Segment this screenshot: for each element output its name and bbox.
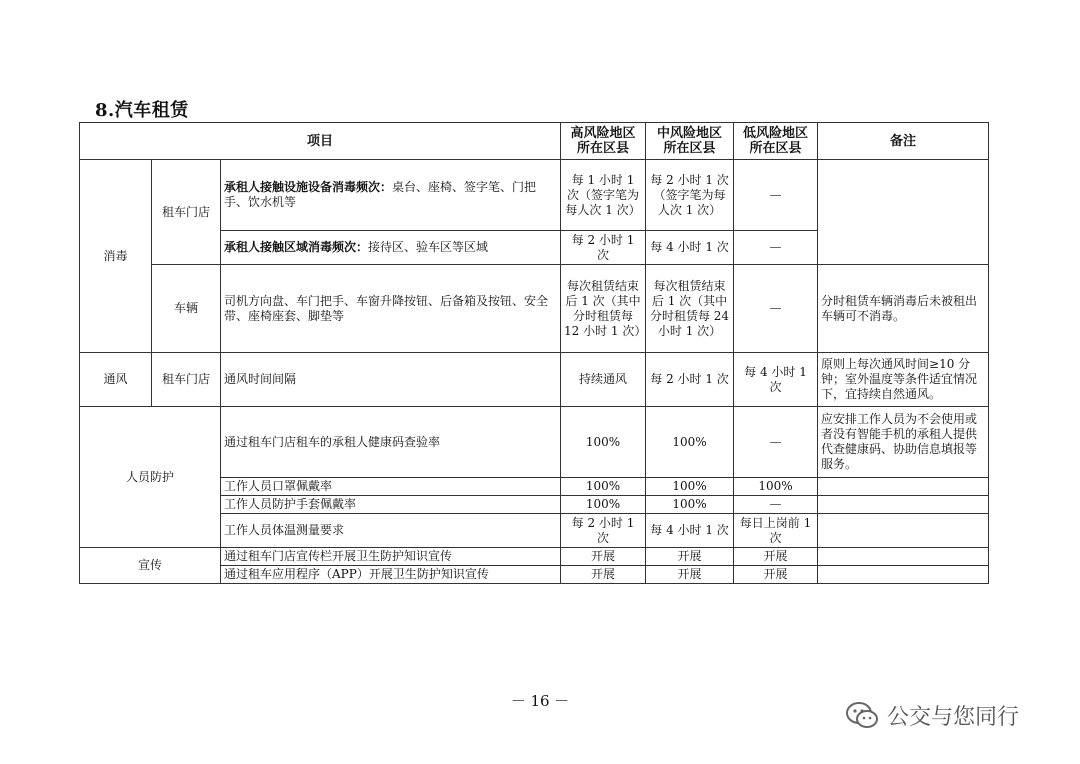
disinfect-row3-low: — [734,265,818,353]
prot-row2-low: 100% [734,478,818,496]
header-note: 备注 [818,123,989,160]
disinfect-row2-high: 每 2 小时 1 次 [561,231,646,265]
category-disinfect: 消毒 [80,160,152,353]
pub-row2-high: 开展 [561,566,646,584]
pub-row1-text: 通过租车门店宣传栏开展卫生防护知识宣传 [221,548,561,566]
vent-text: 通风时间间隔 [221,353,561,407]
table-row [80,265,989,353]
disinfect-row1-high: 每 1 小时 1 次（签字笔为每人次 1 次） [561,160,646,231]
header-item: 项目 [80,123,561,160]
rental-table [79,122,989,584]
disinfect-row3-note: 分时租赁车辆消毒后未被租出车辆可不消毒。 [818,265,989,353]
prot-row3-text: 工作人员防护手套佩戴率 [221,496,561,514]
prot-row3-high: 100% [561,496,646,514]
disinfect-row2-text: 承租人接触区域消毒频次：接待区、验车区等区域 [221,231,561,265]
prot-row3-mid: 100% [646,496,734,514]
header-row [80,123,989,160]
category-ventilation: 通风 [80,353,152,407]
sub-store-vent: 租车门店 [152,353,221,407]
pub-row2-text: 通过租车应用程序（APP）开展卫生防护知识宣传 [221,566,561,584]
pub-row2-low: 开展 [734,566,818,584]
vent-low: 每 4 小时 1 次 [734,353,818,407]
watermark [845,700,1019,731]
prot-row4-text: 工作人员体温测量要求 [221,514,561,548]
wechat-icon [845,701,879,731]
prot-row4-low: 每日上岗前 1 次 [734,514,818,548]
disinfect-row3-text: 司机方向盘、车门把手、车窗升降按钮、后备箱及按钮、安全带、座椅座套、脚垫等 [221,265,561,353]
category-publicity: 宣传 [80,548,221,584]
disinfect-row1-mid: 每 2 小时 1 次（签字笔为每人次 1 次） [646,160,734,231]
header-mid: 中风险地区 所在区县 [646,123,734,160]
prot-row2-text: 工作人员口罩佩戴率 [221,478,561,496]
prot-row4-high: 每 2 小时 1 次 [561,514,646,548]
watermark-text: 公交与您同行 [887,705,1020,730]
table-row [80,407,989,478]
page-number: － 16 － [510,692,570,710]
section-title: 8.汽车租赁 [95,100,189,121]
disinfect-row1-low: — [734,160,818,231]
pub-row1-high: 开展 [561,548,646,566]
prot-row1-mid: 100% [646,407,734,478]
prot-row4-mid: 每 4 小时 1 次 [646,514,734,548]
disinfect-row2-low: — [734,231,818,265]
prot-row2-high: 100% [561,478,646,496]
prot-row1-note: 应安排工作人员为不会使用或者没有智能手机的承租人提供代查健康码、协助信息填报等服务。 [818,407,989,478]
sub-store: 租车门店 [152,160,221,265]
pub-row2-mid: 开展 [646,566,734,584]
disinfect-row1-text: 承租人接触设施设备消毒频次：桌台、座椅、签字笔、门把手、饮水机等 [221,160,561,231]
disinfect-row3-high: 每次租赁结束后 1 次（其中分时租赁每 12 小时 1 次） [561,265,646,353]
disinfect-row3-mid: 每次租赁结束后 1 次（其中分时租赁每 24 小时 1 次） [646,265,734,353]
pub-row1-low: 开展 [734,548,818,566]
prot-row1-text: 通过租车门店租车的承租人健康码查验率 [221,407,561,478]
vent-high: 持续通风 [561,353,646,407]
table-row [80,548,989,566]
category-protection: 人员防护 [80,407,221,548]
disinfect-row2-mid: 每 4 小时 1 次 [646,231,734,265]
pub-row1-mid: 开展 [646,548,734,566]
disinfect-store-note [818,160,989,265]
prot-row1-low: — [734,407,818,478]
header-high: 高风险地区 所在区县 [561,123,646,160]
prot-row2-mid: 100% [646,478,734,496]
table-row [80,353,989,407]
vent-note: 原则上每次通风时间≥10 分钟；室外温度等条件适宜情况下，宜持续自然通风。 [818,353,989,407]
prot-row3-low: — [734,496,818,514]
vent-mid: 每 2 小时 1 次 [646,353,734,407]
sub-vehicle: 车辆 [152,265,221,353]
table-row [80,160,989,231]
header-low: 低风险地区 所在区县 [734,123,818,160]
prot-row1-high: 100% [561,407,646,478]
